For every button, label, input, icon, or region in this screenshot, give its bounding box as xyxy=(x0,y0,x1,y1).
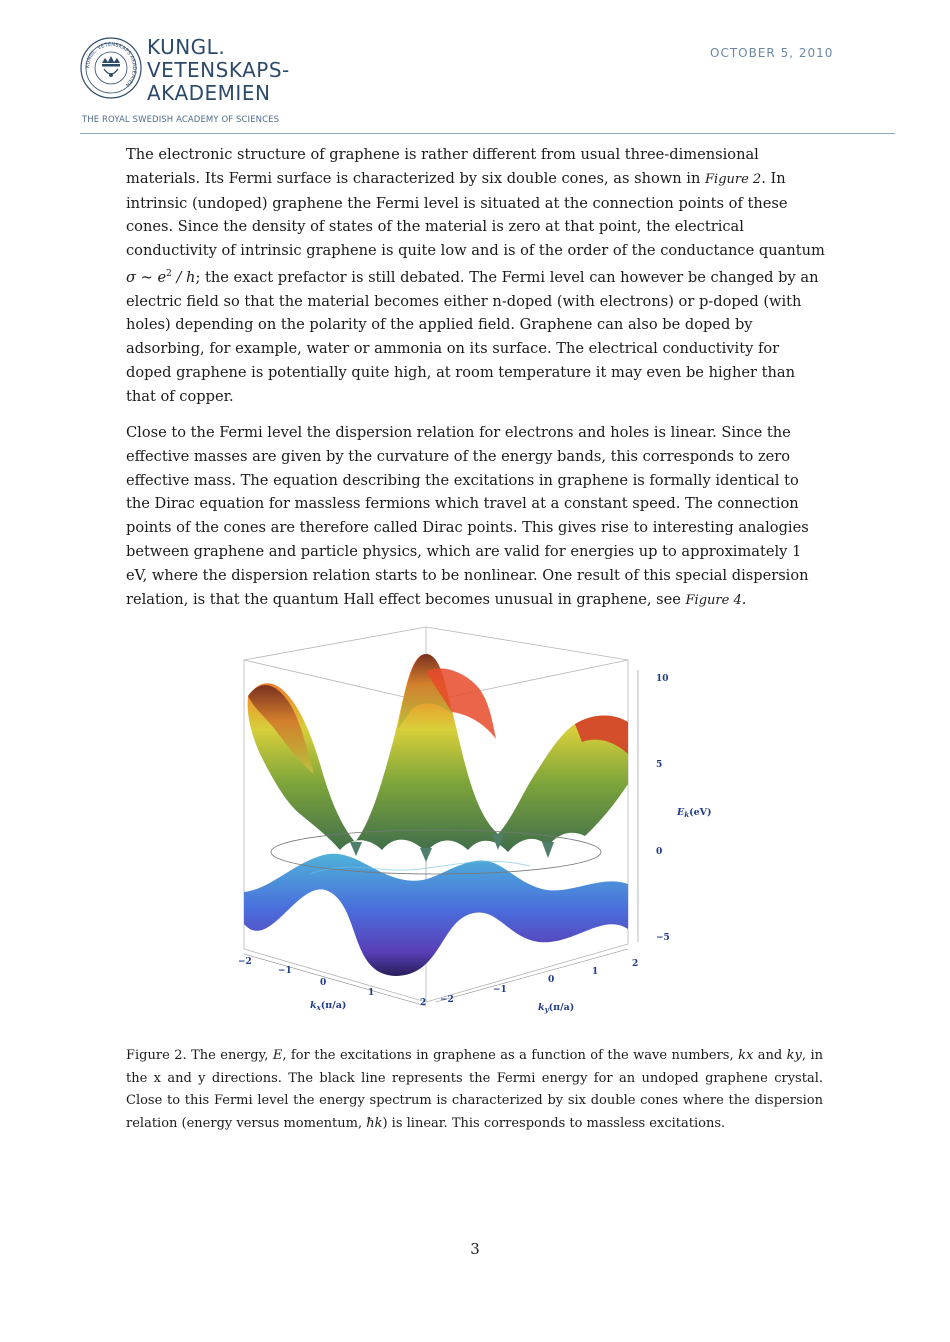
x-tick-minus1: −1 xyxy=(278,966,292,976)
org-name-line3: AKADEMIEN xyxy=(147,81,271,105)
caption-text-a: Figure 2. The energy, xyxy=(126,1048,273,1063)
y-tick-minus1: −1 xyxy=(493,985,507,995)
y-axis xyxy=(436,949,638,1014)
caption-symbol-E: E xyxy=(272,1048,283,1063)
y-tick-minus2: −2 xyxy=(440,995,454,1005)
academy-seal-logo xyxy=(80,37,142,99)
x-axis-label: $k_x(\pi/a)$ xyxy=(310,1000,347,1012)
z-axis-label: $E_k(eV)$ xyxy=(677,807,712,819)
org-subtitle: THE ROYAL SWEDISH ACADEMY OF SCIENCES xyxy=(82,115,280,125)
caption-text-c: and xyxy=(753,1048,787,1063)
caption-text-b: , for the excitations in graphene as a function of the wave numbers, xyxy=(282,1048,739,1063)
conduction-band-surface xyxy=(248,654,628,852)
caption-text-e: ) is linear. This corresponds to massless excitations. xyxy=(382,1115,726,1131)
figure-4-reference: Figure 4 xyxy=(685,592,742,608)
y-tick-1: 1 xyxy=(592,967,599,977)
x-tick-2: 2 xyxy=(420,998,427,1008)
p1-text-a: The electronic structure of graphene is rather different from usual three-dimensional materials. Its Fermi surface is characterized by six double cones, as shown in xyxy=(126,146,759,187)
figure-2-reference: Figure 2 xyxy=(705,171,762,187)
page-number: 3 xyxy=(470,1240,480,1258)
body-paragraph-2 xyxy=(126,421,826,612)
z-tick-0: 0 xyxy=(656,847,663,857)
y-tick-2: 2 xyxy=(632,959,639,969)
figure-2-caption xyxy=(126,1045,823,1135)
p1-text-c: ; the exact prefactor is still debated. The Fermi level can however be changed by an electric field so that the material becomes either n-doped (with electrons) or p-doped (with holes) depending on the polarity of the applied field. Graphene can also be doped by adsorbing, for example, water or ammonia on its surface. The electrical conductivity for doped graphene is potentially quite high, at room temperature it may even be higher than that of copper. xyxy=(126,268,819,405)
z-tick-10: 10 xyxy=(656,674,669,684)
caption-symbol-hk: ħk xyxy=(366,1115,383,1131)
p2-text-a: Close to the Fermi level the dispersion relation for electrons and holes is linear. Since the effective masses are given by the curvature of the energy bands, this corresponds to zero effective mass. The equation describing the excitations in graphene is formally identical to the Dirac equation for massless fermions which travel at a constant speed. The connection points of the cones are therefore called Dirac points. This gives rise to interesting analogies between graphene and particle physics, which are valid for energies up to approximately 1 eV, where the dispersion relation starts to be nonlinear. One result of this special dispersion relation, is that the quantum Hall effect becomes unusual in graphene, see xyxy=(126,424,809,608)
org-name-line1: KUNGL. xyxy=(147,35,226,59)
caption-text-d: , in the x and y directions. The black line represents the Fermi energy for an undoped graphene crystal. Close to this Fermi level the energy spectrum is characterized by six double cones where the dispersion relation (energy versus momentum, xyxy=(126,1048,824,1131)
org-name xyxy=(147,36,290,105)
math-sigma: σ ~ e xyxy=(126,268,167,286)
caption-symbol-kx: kx xyxy=(738,1048,754,1063)
x-tick-1: 1 xyxy=(368,988,375,998)
body-paragraph-1 xyxy=(126,143,826,409)
conductance-quantum-formula xyxy=(126,269,195,286)
math-over-h: / h xyxy=(171,268,196,286)
header-divider xyxy=(80,133,895,134)
y-tick-0: 0 xyxy=(548,975,555,985)
y-axis-label: $k_y(\pi/a)$ xyxy=(538,1002,575,1014)
header-date: OCTOBER 5, 2010 xyxy=(710,46,834,60)
z-tick-5: 5 xyxy=(656,760,663,770)
caption-symbol-ky: ky xyxy=(786,1048,802,1063)
x-tick-minus2: −2 xyxy=(238,957,252,967)
z-tick-minus5: −5 xyxy=(656,933,670,943)
z-axis xyxy=(638,670,712,943)
p2-text-b: . xyxy=(741,590,747,608)
p1-text-b: . In intrinsic (undoped) graphene the Fermi level is situated at the connection points of these cones. Since the density of states of the material is zero at that point, the electrical conductivity of intrinsic graphene is quite low and is of the order of the conductance quantum xyxy=(126,169,825,260)
math-exponent: 2 xyxy=(166,268,172,279)
page-header xyxy=(0,0,950,140)
seal-text: KUNGL. VETENSKAPS AKADEMIEN xyxy=(84,41,138,88)
graphene-band-structure-figure xyxy=(230,624,730,1024)
org-name-line2: VETENSKAPS- xyxy=(147,58,290,82)
valence-band-surface xyxy=(244,854,628,976)
x-tick-0: 0 xyxy=(320,978,327,988)
